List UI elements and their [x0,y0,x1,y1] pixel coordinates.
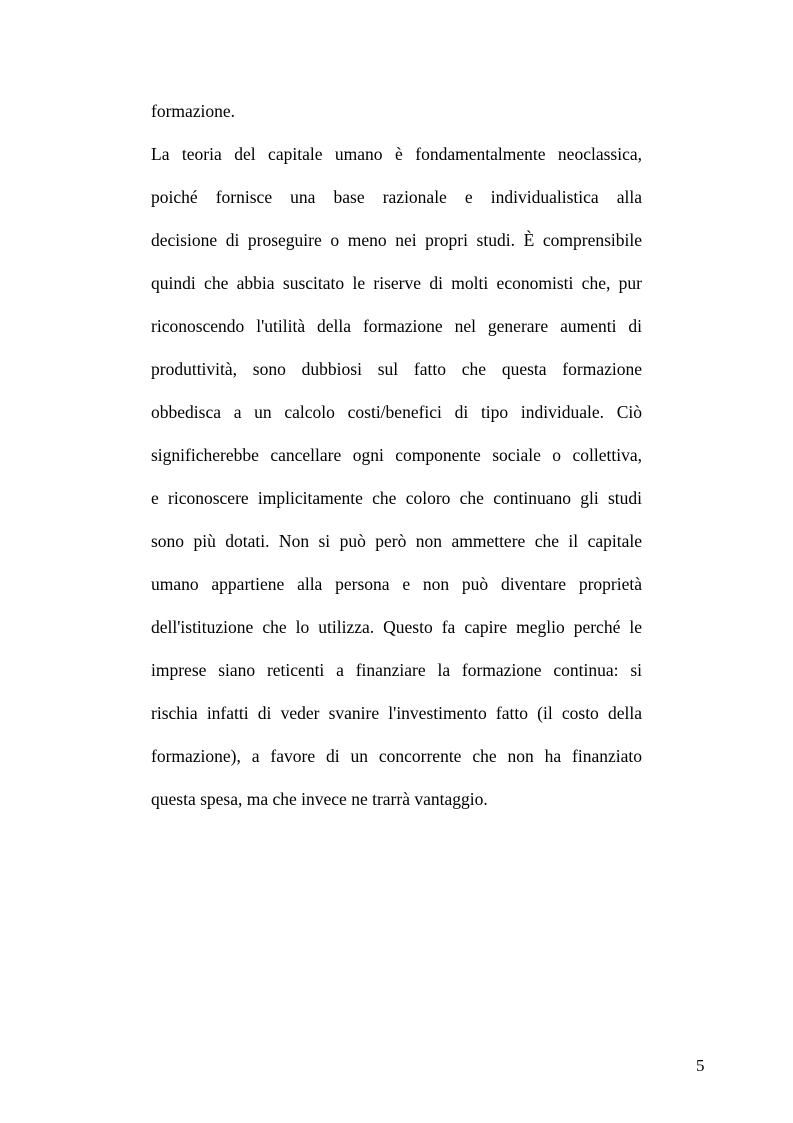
text-line: riconoscendo l'utilità della formazione nel generare aumenti di [151,316,642,336]
text-line: produttività, sono dubbiosi sul fatto che questa formazione [151,359,642,379]
text-line: La teoria del capitale umano è fondamentalmente neoclassica, [151,144,642,164]
text-line: formazione. [151,101,236,121]
text-line: dell'istituzione che lo utilizza. Questo fa capire meglio perché le [151,617,642,637]
text-line: rischia infatti di veder svanire l'investimento fatto (il costo della [151,703,642,723]
text-line: quindi che abbia suscitato le riserve di molti economisti che, pur [151,273,642,293]
text-line: decisione di proseguire o meno nei propri studi. È comprensibile [151,230,642,250]
page-number: 5 [696,1056,705,1075]
text-line: imprese siano reticenti a finanziare la formazione continua: si [151,660,642,680]
text-line: e riconoscere implicitamente che coloro che continuano gli studi [151,488,642,508]
text-line: formazione), a favore di un concorrente che non ha finanziato [151,746,642,766]
body-text [151,90,642,821]
text-line: umano appartiene alla persona e non può diventare proprietà [151,574,642,594]
text-line: questa spesa, ma che invece ne trarrà vantaggio. [151,789,488,809]
text-line: sono più dotati. Non si può però non ammettere che il capitale [151,531,642,551]
text-line: poiché fornisce una base razionale e individualistica alla [151,187,642,207]
text-line: significherebbe cancellare ogni componente sociale o collettiva, [151,445,642,465]
text-line: obbedisca a un calcolo costi/benefici di tipo individuale. Ciò [151,402,642,422]
